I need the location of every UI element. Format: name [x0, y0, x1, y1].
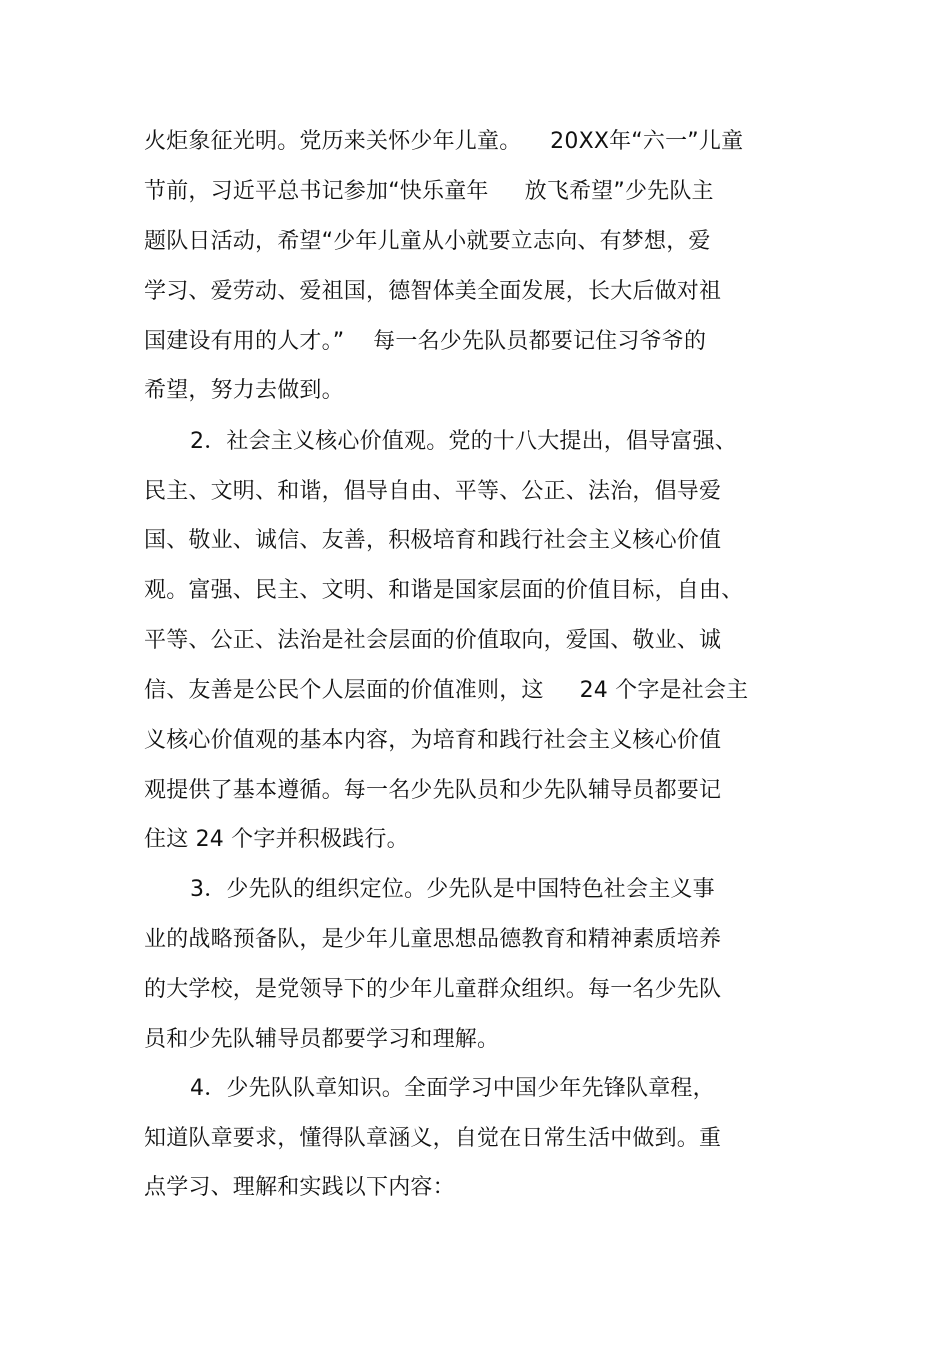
text-line: 民主、文明、和谐，倡导自由、平等、公正、法治，倡导爱	[144, 479, 722, 504]
paragraph-3-first-line: 3．少先队的组织定位。少先队是中国特色社会主义事	[190, 877, 715, 902]
paragraph-2-first-line: 2．社会主义核心价值观。党的十八大提出，倡导富强、	[190, 429, 737, 454]
text-line: 节前，习近平总书记参加“快乐童年 放飞希望”少先队主	[144, 179, 714, 204]
text-line: 义核心价值观的基本内容，为培育和践行社会主义核心价值	[144, 728, 722, 753]
text-line: 观提供了基本遵循。每一名少先队员和少先队辅导员都要记	[144, 778, 722, 803]
text-line: 的大学校，是党领导下的少年儿童群众组织。每一名少先队	[144, 977, 722, 1002]
text-line: 希望，努力去做到。	[144, 378, 344, 403]
text-line: 点学习、理解和实践以下内容：	[144, 1175, 455, 1200]
text-line: 题队日活动，希望“少年儿童从小就要立志向、有梦想，爱	[144, 229, 711, 254]
text-line: 住这 24 个字并积极践行。	[144, 827, 409, 852]
text-line: 知道队章要求，懂得队章涵义，自觉在日常生活中做到。重	[144, 1126, 722, 1151]
text-line: 国建设有用的人才。” 每一名少先队员都要记住习爷爷的	[144, 329, 707, 354]
text-line: 员和少先队辅导员都要学习和理解。	[144, 1027, 500, 1052]
text-line: 学习、爱劳动、爱祖国，德智体美全面发展，长大后做对祖	[144, 279, 722, 304]
text-line: 平等、公正、法治是社会层面的价值取向，爱国、敬业、诚	[144, 628, 722, 653]
paragraph-4-first-line: 4．少先队队章知识。全面学习中国少年先锋队章程，	[190, 1076, 715, 1101]
text-line: 观。富强、民主、文明、和谐是国家层面的价值目标，自由、	[144, 578, 744, 603]
text-line: 国、敬业、诚信、友善，积极培育和践行社会主义核心价值	[144, 528, 722, 553]
text-line: 业的战略预备队，是少年儿童思想品德教育和精神素质培养	[144, 927, 722, 952]
text-line: 信、友善是公民个人层面的价值准则，这 24 个字是社会主	[144, 678, 749, 703]
text-line: 火炬象征光明。党历来关怀少年儿童。 20XX年“六一”儿童	[144, 129, 744, 154]
